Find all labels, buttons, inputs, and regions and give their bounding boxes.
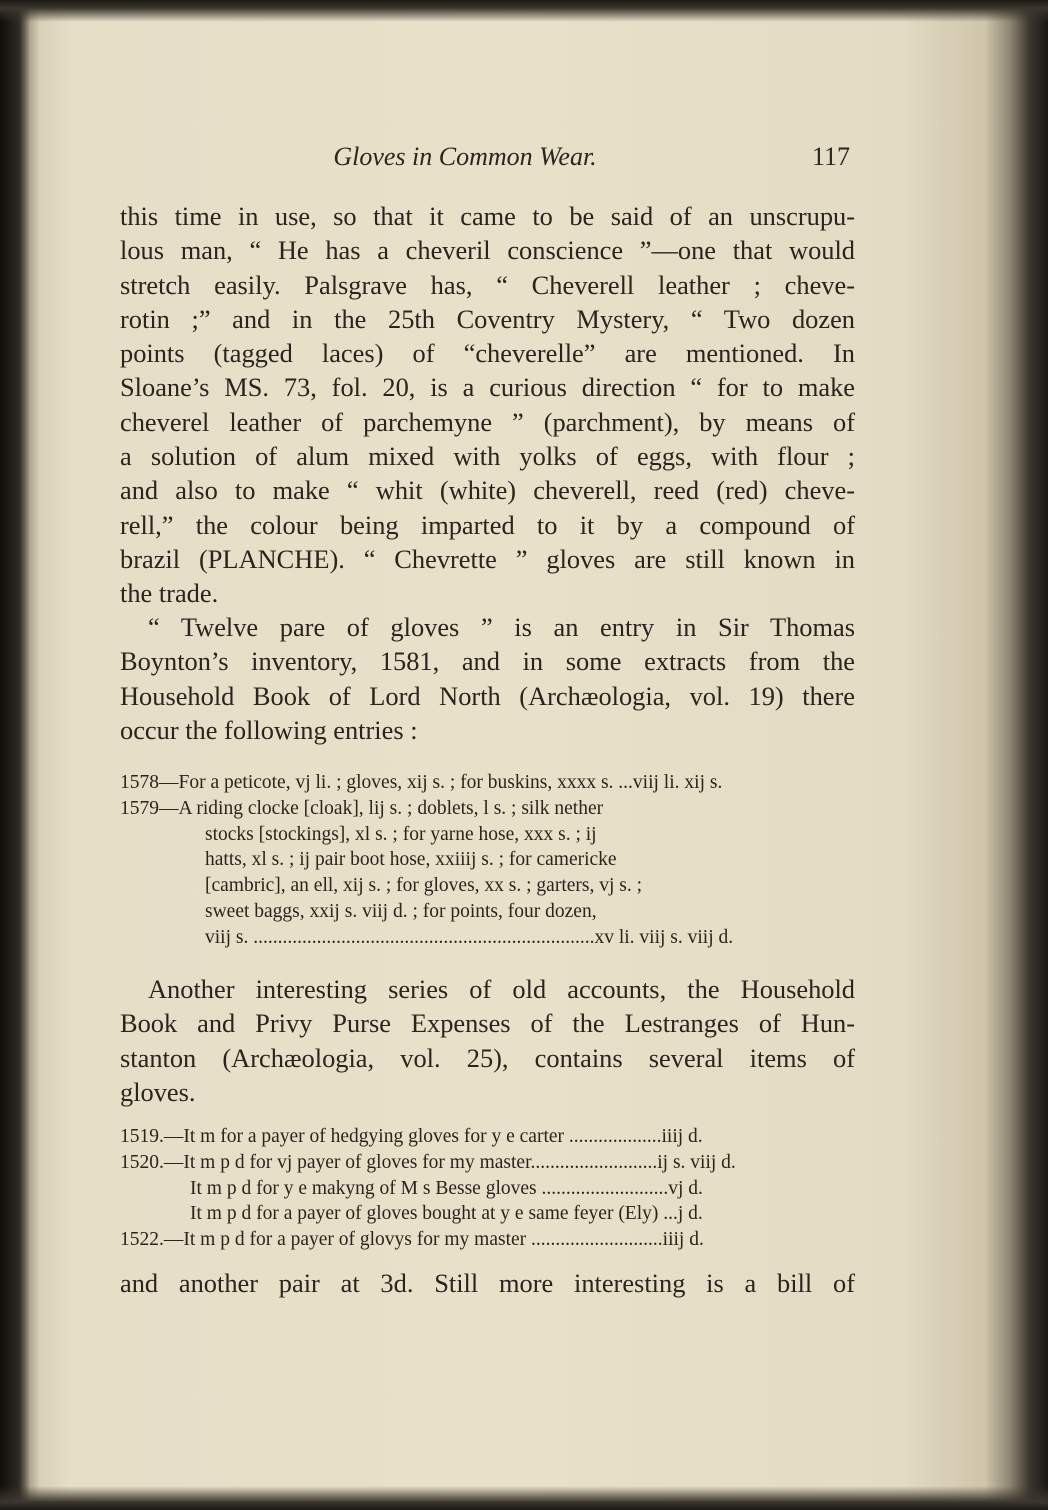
running-title: Gloves in Common Wear. bbox=[333, 142, 597, 171]
text-line: brazil (PLANCHE). “ Chevrette ” gloves are still known in bbox=[120, 543, 855, 574]
list-item: It m p d for y e makyng of M s Besse gloves ..........................vj d. bbox=[190, 1177, 703, 1199]
text-line: and another pair at 3d. Still more interesting is a bill of bbox=[120, 1268, 855, 1298]
text-line: lous man, “ He has a cheveril conscience ”—one that would bbox=[120, 235, 855, 266]
list-item: 1579—A riding clocke [cloak], lij s. ; doblets, l s. ; silk nether bbox=[120, 797, 604, 819]
text-line: a solution of alum mixed with yolks of eggs, with flour ; bbox=[120, 441, 855, 472]
paragraph-3 bbox=[120, 972, 855, 1109]
paragraph-2 bbox=[120, 610, 855, 747]
paragraph-1 bbox=[120, 199, 855, 611]
list-item: 1578—For a peticote, vj li. ; gloves, xij s. ; for buskins, xxxx s. ...viij li. xij s. bbox=[120, 772, 723, 793]
text-line: points (tagged laces) of “cheverelle” are mentioned. In bbox=[120, 338, 855, 369]
paragraph-4 bbox=[120, 1266, 855, 1300]
text-line: stretch easily. Palsgrave has, “ Cheverell leather ; cheve- bbox=[120, 269, 855, 300]
text-line: Sloane’s MS. 73, fol. 20, is a curious direction “ for to make bbox=[120, 372, 855, 403]
text-line: “ Twelve pare of gloves ” is an entry in Sir Thomas bbox=[148, 612, 855, 642]
top-edge-shadow bbox=[0, 0, 1048, 22]
entries-list-2 bbox=[120, 1124, 855, 1253]
text-line: cheverel leather of parchemyne ” (parchment), by means of bbox=[120, 406, 855, 437]
entries-list-1 bbox=[120, 770, 855, 951]
list-item: 1520.—It m p d for vj payer of gloves for my master..........................ij s. viij d. bbox=[120, 1151, 736, 1173]
text-line: this time in use, so that it came to be said of an unscrupu- bbox=[120, 201, 855, 231]
list-item: 1519.—It m for a payer of hedgying gloves for y e carter ...................iiij d. bbox=[120, 1126, 703, 1147]
text-line: occur the following entries : bbox=[120, 714, 418, 745]
list-item: [cambric], an ell, xij s. ; for gloves, xx s. ; garters, vj s. ; bbox=[205, 875, 643, 897]
text-line: stanton (Archæologia, vol. 25), contains several items of bbox=[120, 1042, 855, 1073]
text-line: Household Book of Lord North (Archæologia, vol. 19) there bbox=[120, 680, 855, 711]
page-header bbox=[120, 142, 850, 176]
text-line: the trade. bbox=[120, 578, 219, 609]
page-number: 117 bbox=[811, 142, 850, 171]
text-line: rotin ;” and in the 25th Coventry Mystery, “ Two dozen bbox=[120, 303, 855, 334]
bottom-edge-shadow bbox=[0, 1486, 1048, 1510]
text-line: and also to make “ whit (white) cheverell, reed (red) cheve- bbox=[120, 475, 855, 506]
binding-shadow bbox=[0, 0, 30, 1510]
text-line: gloves. bbox=[120, 1076, 196, 1107]
list-item: hatts, xl s. ; ij pair boot hose, xxiiij s. ; for camericke bbox=[205, 849, 617, 871]
text-line: Book and Privy Purse Expenses of the Lestranges of Hun- bbox=[120, 1008, 855, 1039]
text-line: Boynton’s inventory, 1581, and in some extracts from the bbox=[120, 646, 855, 677]
text-line: rell,” the colour being imparted to it by a compound of bbox=[120, 509, 855, 540]
list-item: It m p d for a payer of gloves bought at y e same feyer (Ely) ...j d. bbox=[190, 1203, 703, 1225]
list-item: viij s. ......................................................................xv li. viij s. viij d. bbox=[205, 926, 734, 948]
list-item: stocks [stockings], xl s. ; for yarne hose, xxx s. ; ij bbox=[205, 823, 597, 845]
list-item: sweet baggs, xxij s. viij d. ; for points, four dozen, bbox=[205, 900, 597, 922]
text-line: Another interesting series of old accounts, the Household bbox=[148, 974, 855, 1004]
list-item: 1522.—It m p d for a payer of glovys for my master ...........................iiij d. bbox=[120, 1229, 704, 1251]
